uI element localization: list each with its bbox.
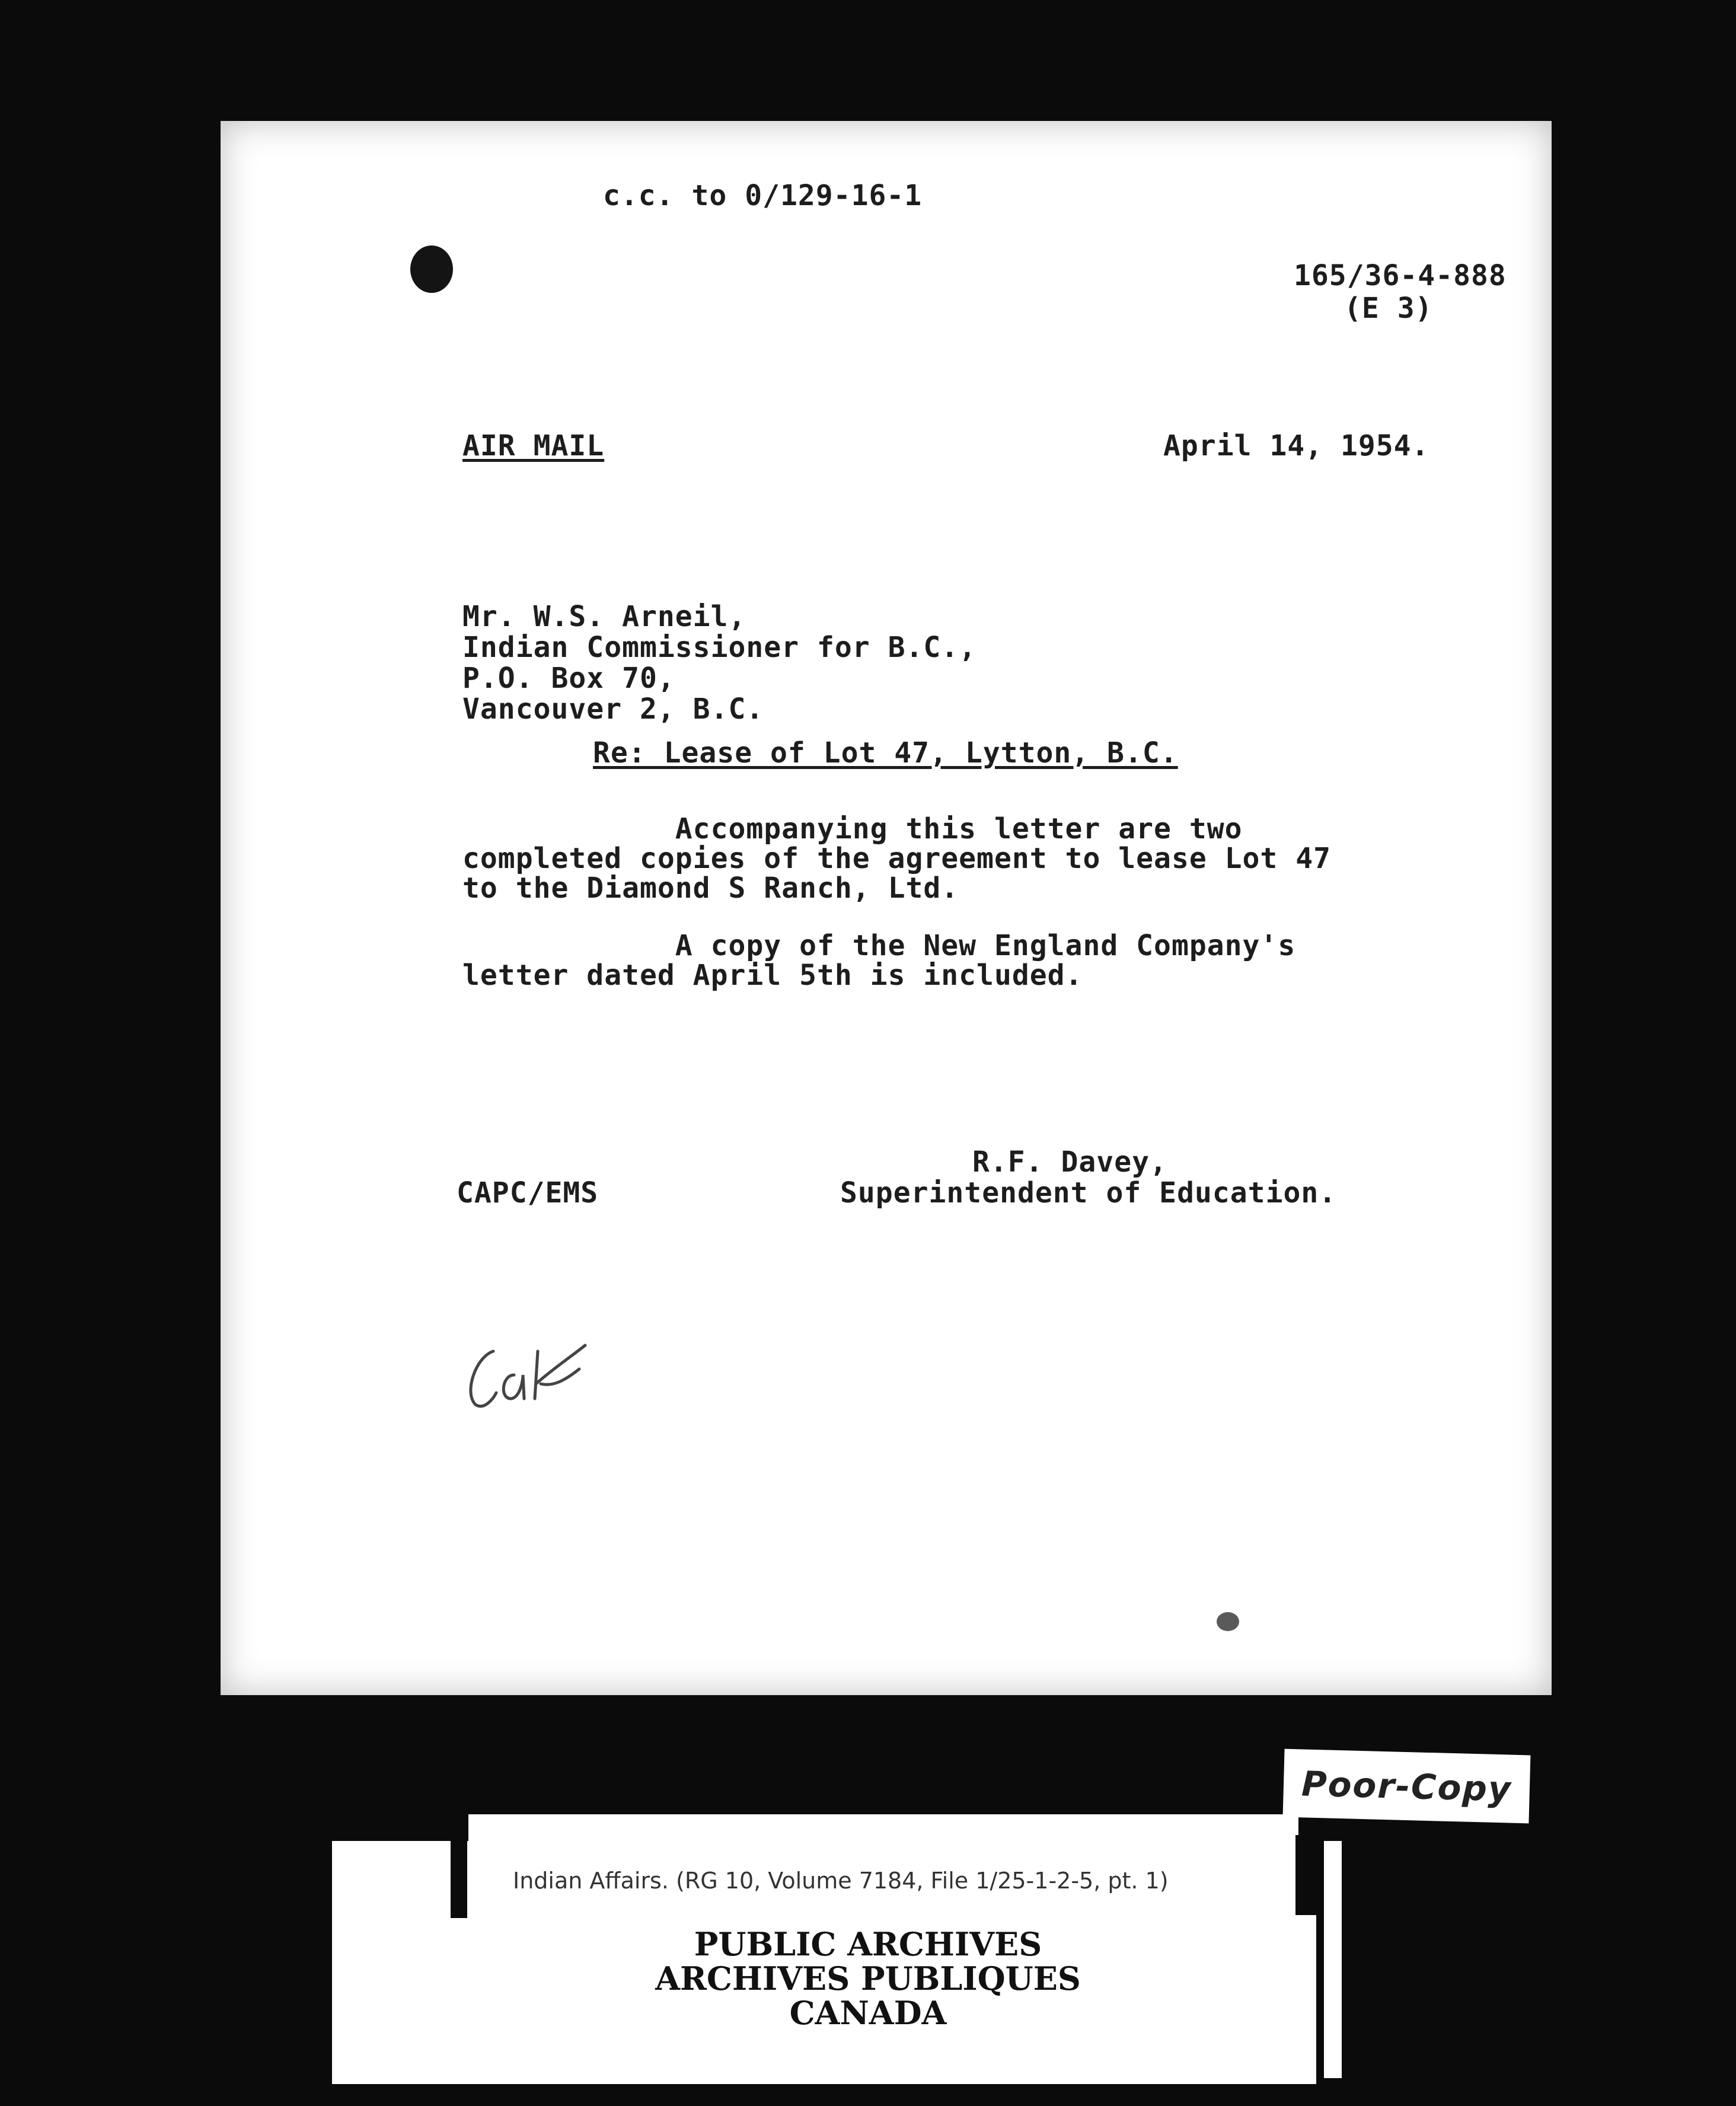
paragraph-line: letter dated April 5th is included. <box>462 959 1083 992</box>
archive-label-top <box>468 1814 1298 1850</box>
poor-copy-tag <box>1283 1749 1531 1824</box>
label-notch-right <box>1295 1835 1324 1915</box>
letter-date: April 14, 1954. <box>1163 429 1429 462</box>
poor-copy-text: Poor-Copy <box>1301 1763 1512 1810</box>
archive-line-3: CANADA <box>789 1994 947 2032</box>
file-sub: (E 3) <box>1344 292 1433 325</box>
cc-line: c.c. to 0/129-16-1 <box>603 179 923 212</box>
ink-smudge <box>1217 1612 1239 1631</box>
archive-source: Indian Affairs. (RG 10, Volume 7184, File 1/25-1-2-5, pt. 1) <box>513 1868 1169 1894</box>
address-line: P.O. Box 70, <box>462 662 675 695</box>
handwritten-initials <box>458 1328 594 1416</box>
file-number: 165/36-4-888 <box>1294 259 1507 292</box>
punch-hole <box>410 245 453 293</box>
paragraph-line: to the Diamond S Ranch, Ltd. <box>462 872 959 905</box>
subject-line: Re: Lease of Lot 47, Lytton, B.C. <box>593 736 1178 770</box>
address-line: Vancouver 2, B.C. <box>462 693 764 726</box>
paragraph-line: A copy of the New England Company's <box>462 929 1296 962</box>
letter-page <box>221 121 1552 1695</box>
signature-title: Superintendent of Education. <box>840 1176 1337 1210</box>
paragraph-line: Accompanying this letter are two <box>462 812 1243 845</box>
signature-name: R.F. Davey, <box>972 1145 1167 1179</box>
address-line: Mr. W.S. Arneil, <box>462 600 746 633</box>
archive-stamp <box>0 1927 1736 2030</box>
archive-line-1: PUBLIC ARCHIVES <box>694 1925 1042 1963</box>
typist-initials: CAPC/EMS <box>457 1176 599 1210</box>
label-notch-left <box>451 1811 467 1918</box>
air-mail-label: AIR MAIL <box>462 429 605 462</box>
address-line: Indian Commissioner for B.C., <box>462 631 977 664</box>
archive-line-2: ARCHIVES PUBLIQUES <box>655 1960 1081 1997</box>
paragraph-line: completed copies of the agreement to lease Lot 47 <box>462 842 1332 875</box>
